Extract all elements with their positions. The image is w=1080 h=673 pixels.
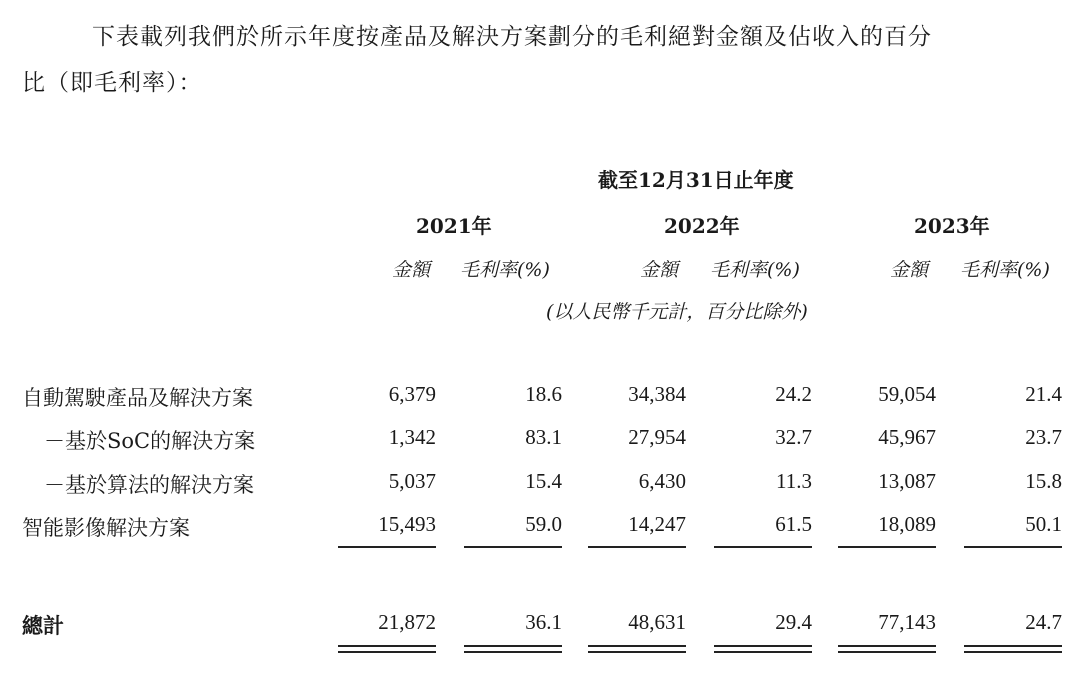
- table-row-cell: 50.1: [1025, 512, 1062, 536]
- table-row-cell: 1,342: [388, 425, 436, 449]
- total-row-cell: 77,143: [878, 610, 936, 634]
- col-margin-2022: 毛利率(%): [710, 259, 800, 281]
- col-margin-2021: 毛利率(%): [460, 259, 550, 281]
- table-row-cell: 83.1: [525, 425, 562, 449]
- table-row-cell: 27,954: [628, 425, 686, 449]
- total-double-line: [964, 645, 1062, 647]
- total-double-line: [964, 651, 1062, 653]
- intro-paragraph: [22, 14, 1062, 106]
- total-double-line: [464, 651, 562, 653]
- total-row-label: 總計: [22, 613, 64, 638]
- subtotal-line: [464, 546, 562, 548]
- total-double-line: [838, 645, 936, 647]
- col-amount-2021: 金額: [392, 259, 431, 281]
- table-row-cell: 14,247: [628, 512, 686, 536]
- total-double-line: [338, 645, 436, 647]
- table-row-cell: 45,967: [878, 425, 936, 449]
- table-row-cell: 5,037: [388, 469, 436, 493]
- period-header: 截至12月31日止年度: [598, 168, 794, 192]
- total-double-line: [838, 651, 936, 653]
- table-row-cell: 15.8: [1025, 469, 1062, 493]
- table-row-cell: 21.4: [1025, 382, 1062, 406]
- table-row-cell: 59,054: [878, 382, 936, 406]
- col-amount-2023: 金額: [890, 259, 929, 281]
- unit-note: (以人民幣千元計，百分比除外): [546, 301, 808, 323]
- total-row-cell: 21,872: [378, 610, 436, 634]
- table-row-cell: 59.0: [525, 512, 562, 536]
- table-row-label: 自動駕駛產品及解決方案: [22, 386, 253, 410]
- total-double-line: [338, 651, 436, 653]
- total-double-line: [714, 651, 812, 653]
- total-double-line: [588, 651, 686, 653]
- table-row-cell: 61.5: [775, 512, 812, 536]
- year-header-2021: 2021年: [416, 214, 492, 238]
- col-margin-2023: 毛利率(%): [960, 259, 1050, 281]
- subtotal-line: [588, 546, 686, 548]
- table-row-label: －基於SoC的解決方案: [44, 429, 256, 453]
- table-row-cell: 24.2: [775, 382, 812, 406]
- table-row-cell: 18,089: [878, 512, 936, 536]
- subtotal-line: [838, 546, 936, 548]
- table-row-label: －基於算法的解決方案: [44, 473, 254, 497]
- table-row-cell: 6,430: [638, 469, 686, 493]
- table-row-cell: 11.3: [776, 469, 812, 493]
- table-row-cell: 15,493: [378, 512, 436, 536]
- table-row-label: 智能影像解決方案: [22, 516, 190, 540]
- total-row-cell: 29.4: [775, 610, 812, 634]
- year-header-2022: 2022年: [664, 214, 740, 238]
- subtotal-line: [964, 546, 1062, 548]
- table-row-cell: 6,379: [388, 382, 436, 406]
- total-row-cell: 36.1: [525, 610, 562, 634]
- total-double-line: [588, 645, 686, 647]
- total-double-line: [464, 645, 562, 647]
- year-header-2023: 2023年: [914, 214, 990, 238]
- total-row-cell: 24.7: [1025, 610, 1062, 634]
- total-row-cell: 48,631: [628, 610, 686, 634]
- table-row-cell: 34,384: [628, 382, 686, 406]
- table-row-cell: 18.6: [525, 382, 562, 406]
- subtotal-line: [714, 546, 812, 548]
- table-row-cell: 23.7: [1025, 425, 1062, 449]
- intro-line-1: 下表載列我們於所示年度按產品及解決方案劃分的毛利絕對金額及佔收入的百分: [92, 24, 932, 50]
- table-row-cell: 32.7: [775, 425, 812, 449]
- table-row-cell: 15.4: [525, 469, 562, 493]
- table-row-cell: 13,087: [878, 469, 936, 493]
- col-amount-2022: 金額: [640, 259, 679, 281]
- intro-line-2: 比（即毛利率）：: [22, 70, 203, 96]
- total-double-line: [714, 645, 812, 647]
- subtotal-line: [338, 546, 436, 548]
